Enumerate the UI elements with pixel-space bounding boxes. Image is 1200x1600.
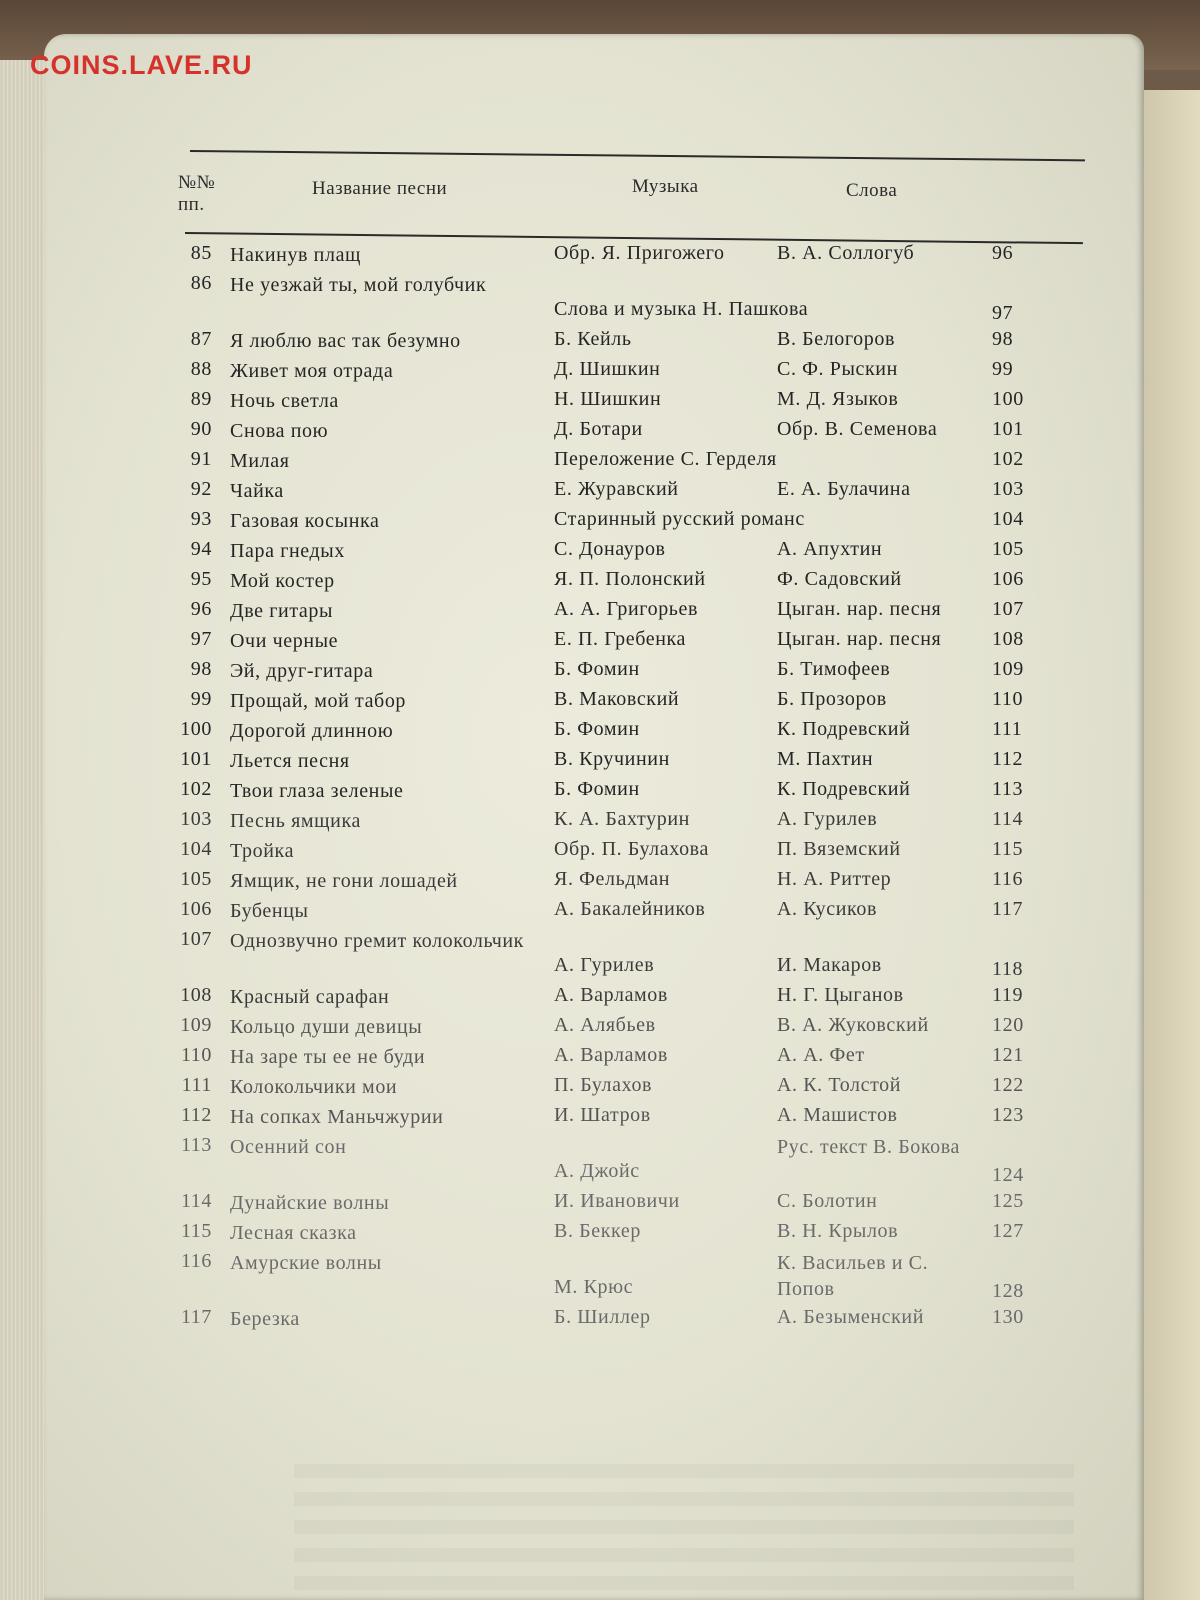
header-number-line2: пп. (178, 194, 205, 215)
song-title: Дорогой длинною (230, 720, 394, 742)
song-title: Эй, друг-гитара (230, 660, 374, 682)
song-title: Березка (230, 1308, 300, 1330)
song-title: Осенний сон (230, 1136, 347, 1158)
song-number: 103 (180, 808, 212, 830)
song-page: 115 (992, 838, 1024, 860)
song-music: Слова и музыка Н. Пашкова (554, 298, 809, 320)
list-item (150, 896, 1050, 926)
song-words: Цыган. нар. песня (777, 598, 942, 620)
song-page: 102 (992, 448, 1024, 470)
list-item (150, 536, 1050, 566)
song-number: 111 (181, 1074, 212, 1096)
song-number: 91 (190, 448, 212, 470)
song-music: Е. Журавский (554, 478, 679, 500)
song-title: На заре ты ее не буди (230, 1046, 426, 1068)
song-page: 118 (992, 958, 1024, 980)
song-number: 100 (180, 718, 212, 740)
list-item (150, 446, 1050, 476)
song-title: Твои глаза зеленые (230, 780, 404, 802)
song-number: 92 (190, 478, 212, 500)
song-number: 116 (180, 1250, 212, 1272)
song-page: 98 (992, 328, 1014, 350)
song-page: 105 (992, 538, 1024, 560)
song-title: Пара гнедых (230, 540, 345, 562)
song-words: А. А. Фет (777, 1044, 865, 1066)
list-item (150, 1218, 1050, 1248)
song-music: В. Кручинин (554, 748, 670, 770)
song-number: 110 (180, 1044, 212, 1066)
song-page: 107 (992, 598, 1024, 620)
list-item (150, 506, 1050, 536)
song-title: Красный сарафан (230, 986, 390, 1008)
song-words: Обр. В. Семенова (777, 418, 938, 440)
facing-page-edge (1142, 90, 1200, 1600)
song-title: Дунайские волны (230, 1192, 390, 1214)
list-item (150, 566, 1050, 596)
song-number: 96 (190, 598, 212, 620)
song-page: 127 (992, 1220, 1024, 1242)
list-item (150, 416, 1050, 446)
song-title: Накинув плащ (230, 244, 362, 266)
song-title: На сопках Маньчжурии (230, 1106, 444, 1128)
song-title: Снова пою (230, 420, 329, 442)
song-music: К. А. Бахтурин (554, 808, 690, 830)
song-title: Амурские волны (230, 1252, 382, 1274)
song-number: 115 (180, 1220, 212, 1242)
song-music: Старинный русский романс (554, 508, 805, 530)
song-page: 122 (992, 1074, 1024, 1096)
list-item (150, 776, 1050, 806)
song-music: А. Алябьев (554, 1014, 656, 1036)
list-item (150, 240, 1050, 270)
song-title: Льется песня (230, 750, 350, 772)
song-page: 114 (992, 808, 1024, 830)
list-item (150, 716, 1050, 746)
song-music: Н. Шишкин (554, 388, 662, 410)
list-item (150, 866, 1050, 896)
list-item (150, 1012, 1050, 1042)
song-page: 104 (992, 508, 1024, 530)
watermark: COINS.LAVE.RU (30, 50, 253, 80)
list-item (150, 746, 1050, 776)
song-number: 98 (190, 658, 212, 680)
list-item (150, 1248, 1050, 1304)
song-number: 101 (180, 748, 212, 770)
song-page: 111 (992, 718, 1023, 740)
song-page: 130 (992, 1306, 1024, 1328)
song-number: 99 (190, 688, 212, 710)
song-music: А. Варламов (554, 984, 668, 1006)
song-page: 109 (992, 658, 1024, 680)
song-number: 102 (180, 778, 212, 800)
song-title: Ночь светла (230, 390, 339, 412)
list-item (150, 982, 1050, 1012)
song-page: 123 (992, 1104, 1024, 1126)
song-number: 114 (180, 1190, 212, 1212)
song-music: В. Беккер (554, 1220, 641, 1242)
song-music: Б. Кейль (554, 328, 632, 350)
song-number: 104 (180, 838, 212, 860)
list-item (150, 386, 1050, 416)
list-item (150, 626, 1050, 656)
song-number: 88 (190, 358, 212, 380)
song-words: Рус. текст В. Бокова (777, 1136, 961, 1158)
song-page: 128 (992, 1280, 1024, 1302)
song-music: Б. Фомин (554, 658, 640, 680)
song-number: 117 (180, 1306, 212, 1328)
song-page: 119 (992, 984, 1024, 1006)
list-item (150, 326, 1050, 356)
song-music: Я. П. Полонский (554, 568, 706, 590)
song-title: Колокольчики мои (230, 1076, 398, 1098)
song-title: Я люблю вас так безумно (230, 330, 461, 352)
song-words: В. А. Соллогуб (777, 242, 915, 264)
song-list (150, 240, 1050, 1334)
song-title: Живет моя отрада (230, 360, 394, 382)
song-words: С. Ф. Рыскин (777, 358, 898, 380)
header-rule-top (190, 150, 1085, 161)
song-title: Кольцо души девицы (230, 1016, 423, 1038)
song-number: 86 (190, 272, 212, 294)
song-number: 94 (190, 538, 212, 560)
song-page: 117 (992, 898, 1024, 920)
song-words: В. Н. Крылов (777, 1220, 899, 1242)
song-words: А. К. Толстой (777, 1074, 902, 1096)
song-number: 95 (190, 568, 212, 590)
song-music: Б. Фомин (554, 718, 640, 740)
song-words: Цыган. нар. песня (777, 628, 942, 650)
song-music: В. Маковский (554, 688, 680, 710)
song-page: 100 (992, 388, 1024, 410)
song-title: Прощай, мой табор (230, 690, 407, 712)
song-words: А. Безыменский (777, 1306, 925, 1328)
list-item (150, 686, 1050, 716)
song-words: А. Кусиков (777, 898, 878, 920)
song-page: 120 (992, 1014, 1024, 1036)
song-number: 89 (190, 388, 212, 410)
song-music: Е. П. Гребенка (554, 628, 687, 650)
song-title: Лесная сказка (230, 1222, 357, 1244)
song-page: 106 (992, 568, 1024, 590)
song-page: 99 (992, 358, 1014, 380)
song-words: М. Пахтин (777, 748, 874, 770)
song-music: А. Бакалейников (554, 898, 706, 920)
song-music: Д. Ботари (554, 418, 643, 440)
book-page-edges (0, 60, 49, 1600)
song-music: Б. Шиллер (554, 1306, 651, 1328)
song-title: Очи черные (230, 630, 339, 652)
song-page: 96 (992, 242, 1014, 264)
list-item (150, 270, 1050, 326)
song-number: 106 (180, 898, 212, 920)
song-words: В. А. Жуковский (777, 1014, 929, 1036)
song-music: А. А. Григорьев (554, 598, 699, 620)
song-title: Газовая косынка (230, 510, 380, 532)
song-title: Мой костер (230, 570, 335, 592)
song-words: А. Машистов (777, 1104, 898, 1126)
song-page: 97 (992, 302, 1014, 324)
song-number: 108 (180, 984, 212, 1006)
list-item (150, 1304, 1050, 1334)
song-title: Тройка (230, 840, 295, 862)
header-song-title: Название песни (312, 178, 448, 199)
list-item (150, 926, 1050, 982)
song-page: 121 (992, 1044, 1024, 1066)
song-words: Е. А. Булачина (777, 478, 911, 500)
song-page: 125 (992, 1190, 1024, 1212)
song-page: 112 (992, 748, 1024, 770)
song-title: Однозвучно гремит колокольчик (230, 930, 524, 952)
song-words: М. Д. Языков (777, 388, 899, 410)
song-page: 124 (992, 1164, 1024, 1186)
list-item (150, 806, 1050, 836)
list-item (150, 656, 1050, 686)
song-words: К. Подревский (777, 718, 911, 740)
song-music: И. Ивановичи (554, 1190, 680, 1212)
song-music: Обр. Я. Пригожего (554, 242, 725, 264)
list-item (150, 1102, 1050, 1132)
header-words: Слова (846, 180, 898, 201)
song-page: 101 (992, 418, 1024, 440)
song-number: 112 (180, 1104, 212, 1126)
list-item (150, 596, 1050, 626)
song-words: П. Вяземский (777, 838, 901, 860)
song-music: Переложение С. Герделя (554, 448, 777, 470)
song-words: К. Подревский (777, 778, 911, 800)
song-words: К. Васильев и С. Попов (777, 1252, 929, 1300)
header-number (178, 172, 215, 216)
song-number: 109 (180, 1014, 212, 1036)
song-music: С. Донауров (554, 538, 666, 560)
song-title: Чайка (230, 480, 284, 502)
song-words: Н. Г. Цыганов (777, 984, 904, 1006)
list-item (150, 356, 1050, 386)
header-number-line1: №№ (178, 172, 216, 193)
song-music: А. Варламов (554, 1044, 668, 1066)
song-words: И. Макаров (777, 954, 882, 976)
song-page: 103 (992, 478, 1024, 500)
song-music: А. Джойс (554, 1160, 640, 1182)
song-title: Ямщик, не гони лошадей (230, 870, 458, 892)
song-music: Б. Фомин (554, 778, 640, 800)
song-music: Д. Шишкин (554, 358, 661, 380)
song-words: А. Гурилев (777, 808, 878, 830)
song-number: 87 (190, 328, 212, 350)
song-number: 85 (190, 242, 212, 264)
song-words: Б. Тимофеев (777, 658, 891, 680)
song-number: 113 (180, 1134, 212, 1156)
song-title: Бубенцы (230, 900, 309, 922)
song-title: Не уезжай ты, мой голубчик (230, 274, 487, 296)
list-item (150, 476, 1050, 506)
song-page: 108 (992, 628, 1024, 650)
song-music: М. Крюс (554, 1276, 634, 1298)
list-item (150, 1072, 1050, 1102)
list-item (150, 1188, 1050, 1218)
song-number: 105 (180, 868, 212, 890)
show-through-text (294, 1464, 1074, 1594)
song-music: И. Шатров (554, 1104, 651, 1126)
song-title: Песнь ямщика (230, 810, 361, 832)
song-number: 97 (190, 628, 212, 650)
song-words: Б. Прозоров (777, 688, 887, 710)
song-page: 116 (992, 868, 1024, 890)
header-music: Музыка (632, 176, 699, 197)
song-title: Две гитары (230, 600, 334, 622)
list-item (150, 1132, 1050, 1188)
song-number: 90 (190, 418, 212, 440)
song-words: Ф. Садовский (777, 568, 902, 590)
song-words: В. Белогоров (777, 328, 896, 350)
song-number: 107 (180, 928, 212, 950)
list-item (150, 1042, 1050, 1072)
song-number: 93 (190, 508, 212, 530)
song-words: С. Болотин (777, 1190, 878, 1212)
song-music: Обр. П. Булахова (554, 838, 709, 860)
song-music: Я. Фельдман (554, 868, 670, 890)
table-header (178, 150, 1090, 246)
list-item (150, 836, 1050, 866)
song-music: А. Гурилев (554, 954, 655, 976)
song-page: 113 (992, 778, 1024, 800)
song-music: П. Булахов (554, 1074, 653, 1096)
song-page: 110 (992, 688, 1024, 710)
song-title: Милая (230, 450, 290, 472)
song-words: А. Апухтин (777, 538, 883, 560)
song-words: Н. А. Риттер (777, 868, 892, 890)
